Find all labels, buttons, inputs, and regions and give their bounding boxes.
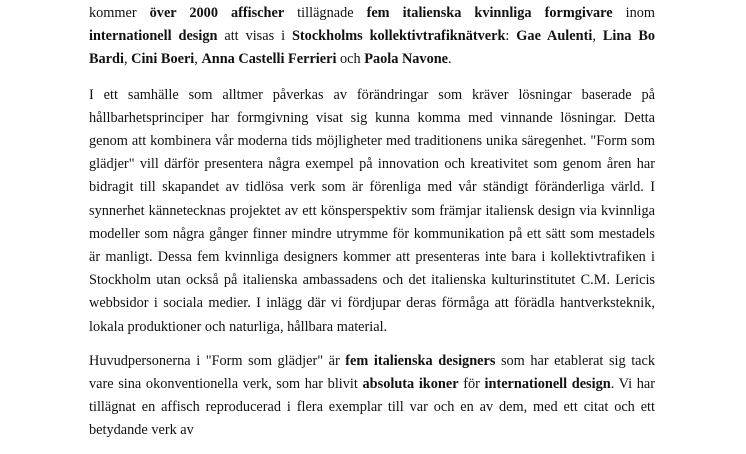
text-run: och [336, 51, 365, 68]
bold-run: fem italienska designers [345, 352, 496, 369]
text-run: inom [612, 5, 655, 21]
text-run: som har etablerat sig tack vare sina okonventionella verk, som har blivit [89, 352, 656, 393]
text-run: . Vi har tillägnat en affisch reproducerad i flera exemplar till var och en av dem, med ett citat och ett betydande verk av [89, 376, 656, 439]
paragraph-protagonists [89, 350, 655, 443]
bold-run: internationell design [484, 376, 611, 393]
text-run: , [592, 28, 603, 45]
document-page [89, 2, 655, 454]
designer-name: Paola Navone [364, 51, 449, 68]
designer-name: Cini Boeri [131, 51, 195, 68]
designer-name: Anna Castelli Ferrieri [201, 51, 337, 68]
bold-run: fem italienska kvinnliga formgivare [366, 5, 613, 21]
text-run: Huvudpersonerna i "Form som glädjer" är [89, 352, 346, 369]
paragraph-body: I ett samhälle som alltmer påverkas av förändringar som kräver lösningar baserade på hållbarhetsprinciper har formgivning visat sig kunna komma med vinnande lösningar. Detta genom att kombinera vår moderna tids möjligheter med traditionens unika säregenhet. "Form som glädjer" vill därför presentera några exempel på innovation och kreativitet som genom åren har bidragit till skapandet av tidlösa verk som är förenliga med vår ständigt föränderliga värld. I synnerhet kännetecknas projektet av ett könsperspektiv som främjar italiensk design via kvinnliga modeller som några gånger finner mindre utrymme för kommunikation på ett sätt som mestadels är manligt. Dessa fem kvinnliga designers kommer att presenteras inte bara i kollektivtrafiken i Stockholm utan också på italienska ambassadens och det italienska kulturinstitutet C.M. Lericis webbsidor i sociala medier. I inlägg där vi fördjupar deras förmåga att förädla hantverksteknik, lokala produktioner och naturliga, hållbara material. [89, 86, 655, 335]
paragraph-intro [89, 2, 655, 72]
text-run: kommer [89, 5, 150, 21]
bold-run: Stockholms kollektivtrafiknätverk [291, 28, 506, 45]
text-run: tillägnade [284, 5, 367, 21]
text-run: . [448, 51, 452, 68]
bold-run: internationell design [89, 28, 218, 45]
text-run: , [123, 51, 132, 68]
text-run: för [458, 376, 485, 393]
bold-run: absoluta ikoner [362, 376, 459, 393]
text-run: , [194, 51, 202, 68]
bold-run: över 2000 affischer [149, 5, 285, 21]
designer-name: Gae Aulenti [516, 28, 593, 45]
text-run: att visas i [217, 28, 292, 45]
text-run: : [505, 28, 517, 45]
designer-name: Lina Bo Bardi [89, 28, 656, 68]
